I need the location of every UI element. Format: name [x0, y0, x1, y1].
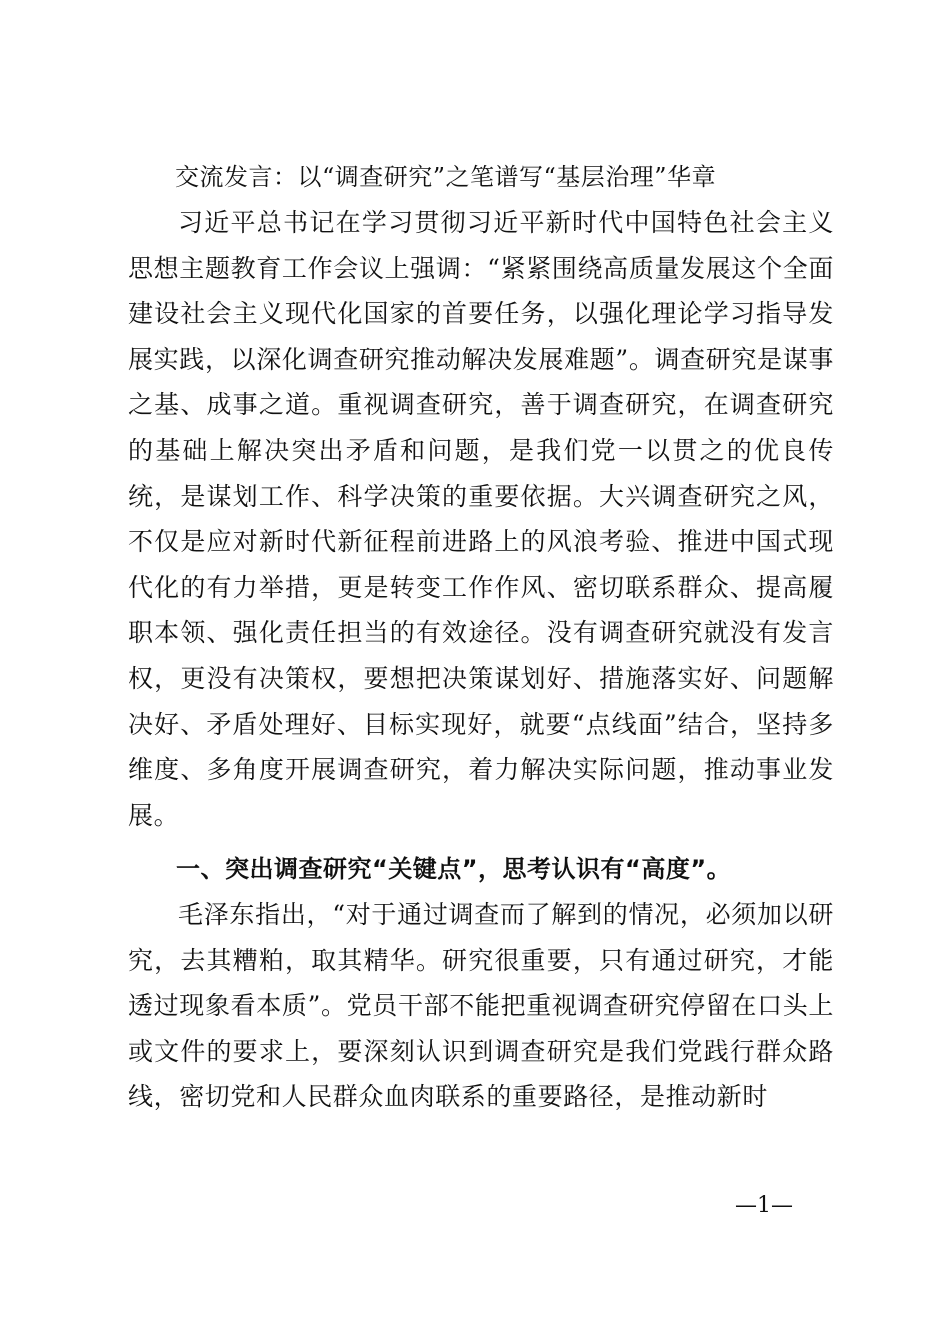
- body-paragraph-2: 毛泽东指出，“对于通过调查而了解到的情况，必须加以研究，去其糟粕，取其精华。研究很重要，只有通过研究，才能透过现象看本质”。党员干部不能把重视调查研究停留在口头上或文件的要求上，要深刻认识到调查研究是我们党践行群众路线，密切党和人民群众血肉联系的重要路径，是推动新时: [128, 900, 834, 1112]
- body-paragraph-1: 习近平总书记在学习贯彻习近平新时代中国特色社会主义思想主题教育工作会议上强调：“紧紧围绕高质量发展这个全面建设社会主义现代化国家的首要任务，以强化理论学习指导发展实践，以深化调查研究推动解决发展难题”。调查研究是谋事之基、成事之道。重视调查研究，善于调查研究，在调查研究的基础上解决突出矛盾和问题，是我们党一以贯之的优良传统，是谋划工作、科学决策的重要依据。大兴调查研究之风，不仅是应对新时代新征程前进路上的风浪考验、推进中国式现代化的有力举措，更是转变工作作风、密切联系群众、提高履职本领、强化责任担当的有效途径。没有调查研究就没有发言权，更没有决策权，要想把决策谋划好、措施落实好、问题解决好、矛盾处理好、目标实现好，就要“点线面”结合，坚持多维度、多角度开展调查研究，着力解决实际问题，推动事业发展。: [128, 208, 834, 830]
- page-number: —1—: [735, 1193, 793, 1218]
- document-title: 交流发言：以“调查研究”之笔谱写“基层治理”华章: [175, 163, 717, 191]
- section-heading: 一、突出调查研究“关键点”，思考认识有“高度”。: [176, 855, 732, 883]
